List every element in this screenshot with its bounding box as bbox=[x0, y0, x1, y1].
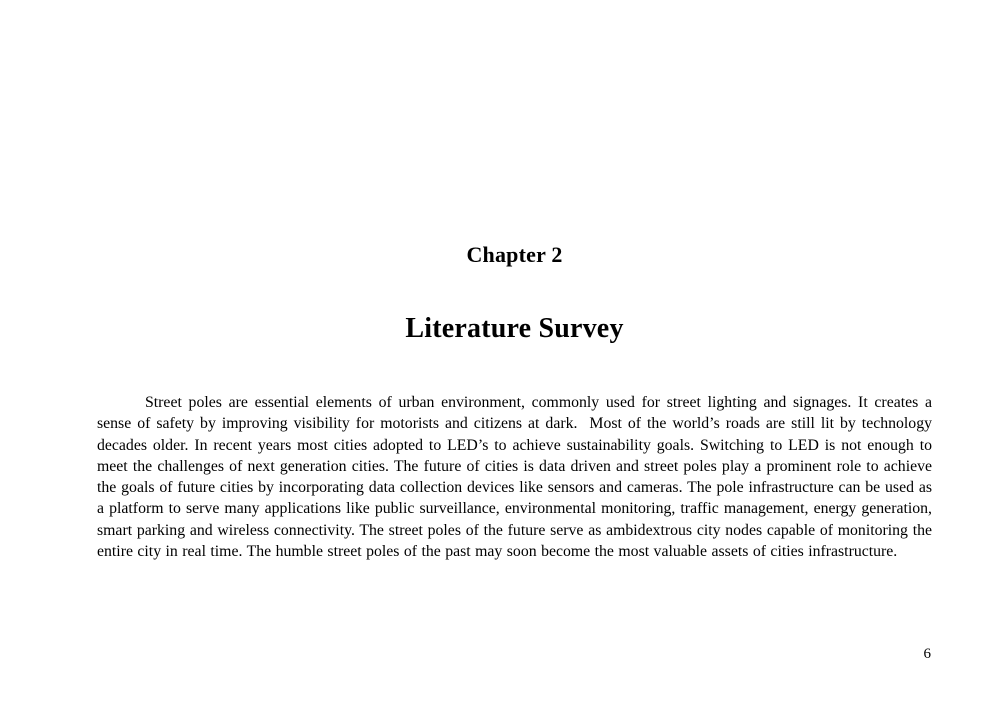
body-paragraph: Street poles are essential elements of urban environment, commonly used for street lighting and signages. It creates a sense of safety by improving visibility for motorists and citizens at dark. Most of the world’s roads are still lit by technology decades older. In recent years most cities adopted to LED’s to achieve sustainability goals. Switching to LED is not enough to meet the challenges of next generation cities. The future of cities is data driven and street poles play a prominent role to achieve the goals of future cities by incorporating data collection devices like sensors and cameras. The pole infrastructure can be used as a platform to serve many applications like public surveillance, environmental monitoring, traffic management, energy generation, smart parking and wireless connectivity. The street poles of the future serve as ambidextrous city nodes capable of monitoring the entire city in real time. The humble street poles of the past may soon become the most valuable assets of cities infrastructure. bbox=[97, 394, 932, 561]
page-number: 6 bbox=[923, 646, 931, 662]
page-title: Literature Survey bbox=[405, 313, 624, 344]
chapter-heading: Chapter 2 bbox=[466, 242, 563, 267]
